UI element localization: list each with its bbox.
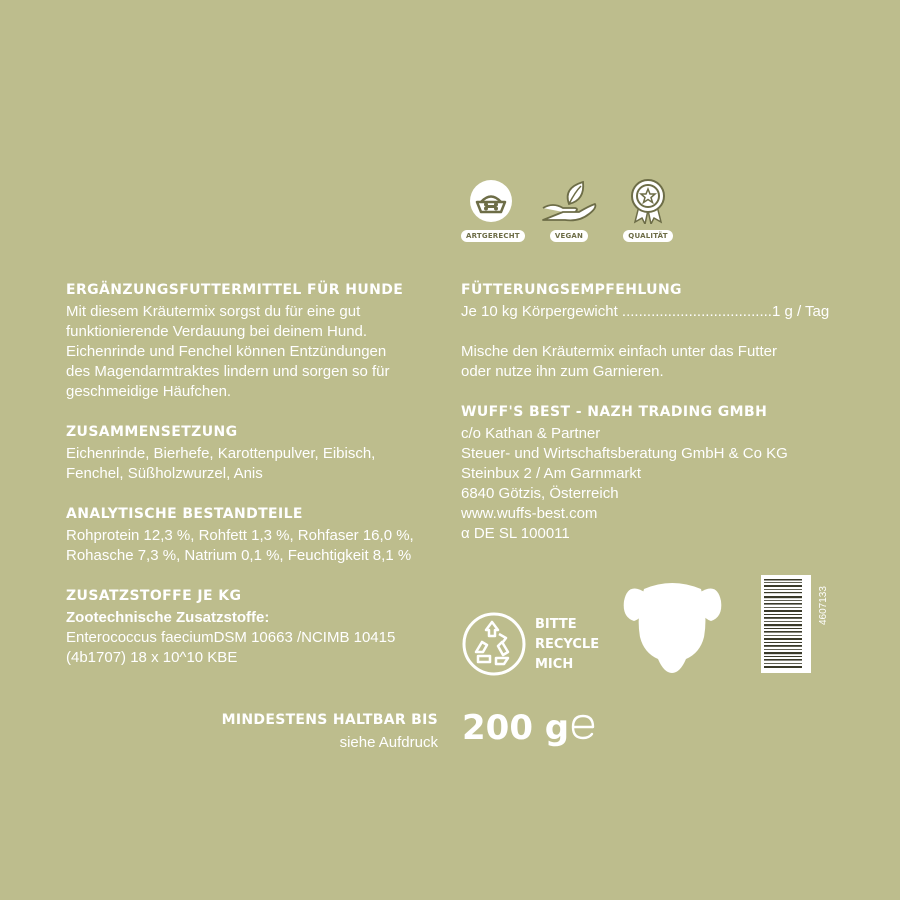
recycle-line: MICH (535, 657, 574, 672)
hand-leaf-icon (539, 178, 599, 224)
recycle-icon (462, 612, 526, 676)
right-column (461, 280, 861, 564)
badge-label: VEGAN (550, 230, 588, 242)
text-line: Rohasche 7,3 %, Natrium 0,1 %, Feuchtigkeit 8,1 % (66, 547, 412, 564)
section-heading: ERGÄNZUNGSFUTTERMITTEL FÜR HUNDE (66, 282, 404, 298)
feeding-dose: Je 10 kg Körpergewicht ....................................1 g / Tag (461, 303, 830, 320)
section-heading: ZUSAMMENSETZUNG (66, 424, 238, 440)
text-line: Enterococcus faeciumDSM 10663 /NCIMB 10415 (66, 629, 396, 646)
recycle-note (535, 615, 599, 675)
dog-head-logo-icon (620, 575, 725, 675)
badge-label: QUALITÄT (623, 230, 672, 242)
section-heading: WUFF'S BEST - NAZH TRADING GMBH (461, 404, 768, 420)
address-line: Steinbux 2 / Am Garnmarkt (461, 465, 642, 482)
dog-bowl-icon (468, 178, 514, 224)
net-weight: 200 g (462, 708, 570, 748)
composition-section (66, 422, 446, 484)
intro-section (66, 280, 446, 402)
section-heading: ANALYTISCHE BESTANDTEILE (66, 506, 303, 522)
feeding-section (461, 280, 861, 382)
registration-line: α DE SL 100011 (461, 525, 570, 542)
award-medal-icon (625, 178, 671, 224)
analytics-section (66, 504, 446, 566)
text-line: des Magendarmtraktes lindern und sorgen so für (66, 363, 390, 380)
estimated-sign-icon (568, 712, 598, 742)
address-line: c/o Kathan & Partner (461, 425, 601, 442)
barcode (761, 575, 811, 673)
address-line: Steuer- und Wirtschaftsberatung GmbH & Co KG (461, 445, 788, 462)
badge-qualitaet (618, 178, 678, 243)
barcode-bars (761, 575, 811, 673)
text-line: Fenchel, Süßholzwurzel, Anis (66, 465, 263, 482)
quality-badges (461, 178, 681, 258)
section-heading: FÜTTERUNGSEMPFEHLUNG (461, 282, 682, 298)
text-line: funktionierende Verdauung bei deinem Hund. (66, 323, 368, 340)
best-before-label: MINDESTENS HALTBAR BIS (221, 712, 438, 728)
badge-label: ARTGERECHT (461, 230, 525, 242)
recycle-line: RECYCLE (535, 637, 600, 652)
section-heading: ZUSATZSTOFFE JE KG (66, 588, 242, 604)
website-line: www.wuffs-best.com (461, 505, 598, 522)
additives-section (66, 586, 446, 668)
recycle-line: BITTE (535, 617, 577, 632)
address-line: 6840 Götzis, Österreich (461, 485, 619, 502)
barcode-number: 4607133 (818, 586, 829, 625)
badge-vegan (539, 178, 599, 243)
text-line: oder nutze ihn zum Garnieren. (461, 363, 664, 380)
text-line: (4b1707) 18 x 10^10 KBE (66, 649, 238, 666)
subheading: Zootechnische Zusatzstoffe: (66, 609, 270, 626)
best-before-value: siehe Aufdruck (339, 734, 438, 751)
text-line: Rohprotein 12,3 %, Rohfett 1,3 %, Rohfaser 16,0 %, (66, 527, 414, 544)
left-column (66, 280, 446, 688)
text-line: Eichenrinde und Fenchel können Entzündungen (66, 343, 387, 360)
company-section (461, 402, 861, 544)
text-line: geschmeidige Häufchen. (66, 383, 232, 400)
text-line: Eichenrinde, Bierhefe, Karottenpulver, Eibisch, (66, 445, 376, 462)
text-line: Mit diesem Kräutermix sorgst du für eine gut (66, 303, 361, 320)
badge-artgerecht (461, 178, 521, 243)
text-line: Mische den Kräutermix einfach unter das Futter (461, 343, 777, 360)
